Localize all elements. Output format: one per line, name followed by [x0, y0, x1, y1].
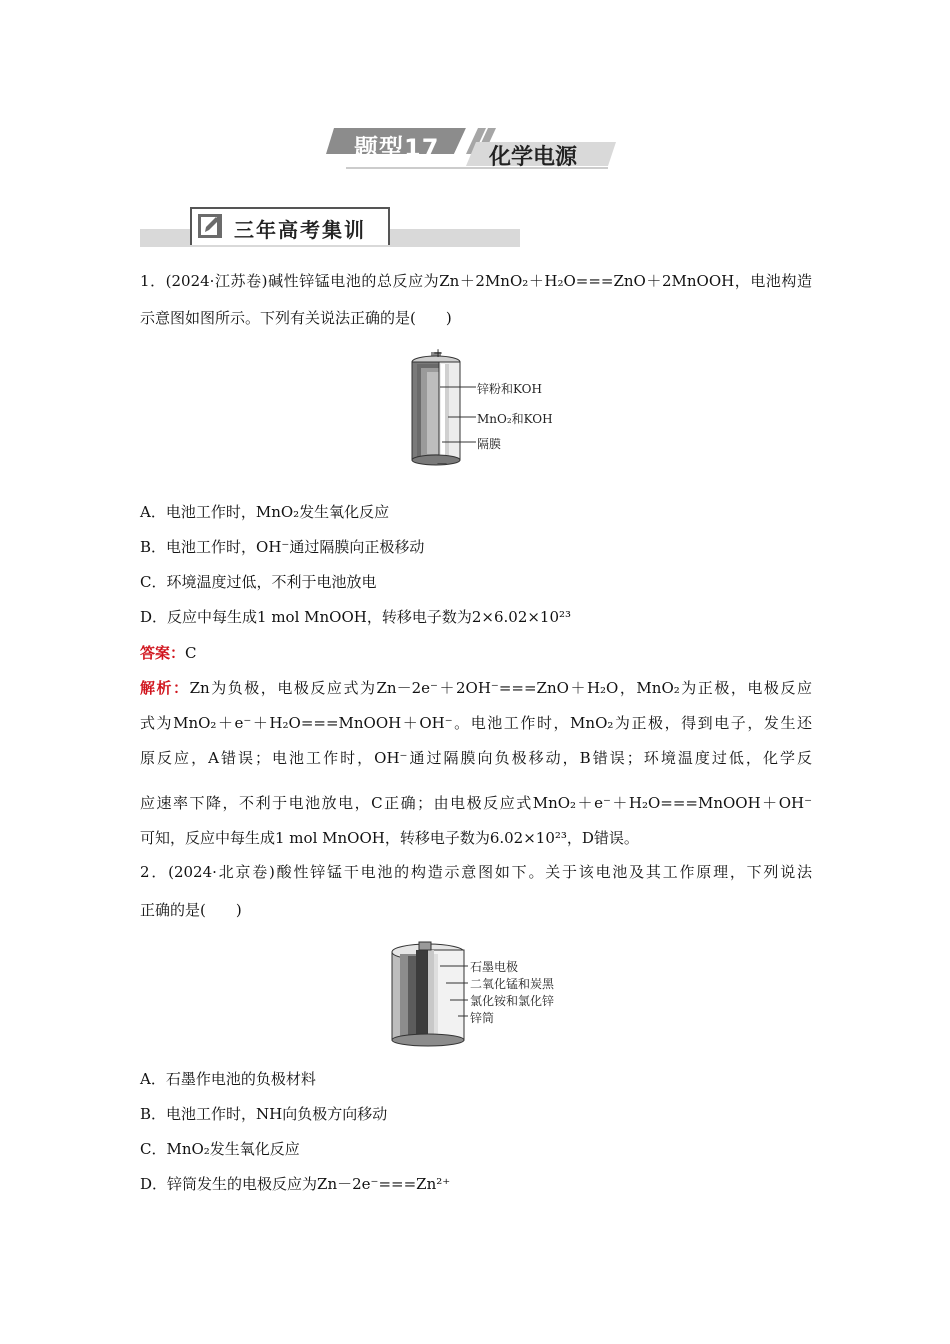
topic-label: 题型17: [354, 134, 440, 162]
q1-answer: [140, 643, 812, 663]
q1-option-b: B．电池工作时，OH⁻通过隔膜向正极移动: [140, 538, 425, 556]
q2-stem-line1: 2．(2024·北京卷)酸性锌锰干电池的构造示意图如下。关于该电池及其工作原理，下列说法: [140, 863, 812, 881]
separator-label: 隔膜: [477, 437, 502, 451]
q2-option-d: D．锌筒发生的电极反应为Zn－2e⁻===Zn²⁺: [140, 1175, 451, 1193]
q2-option-c: C．MnO₂发生氧化反应: [140, 1140, 300, 1158]
zinc-can-label: 锌筒: [470, 1011, 495, 1025]
mno2-carbon-label: 二氧化锰和炭黑: [470, 977, 555, 991]
answer-value: C: [185, 644, 197, 662]
q1-leader-lines: [440, 380, 480, 450]
topic-title: 化学电源: [489, 145, 578, 170]
q1-stem-line2: 示意图如图所示。下列有关说法正确的是( ): [140, 309, 452, 327]
q1-analysis-line4: 应速率下降，不利于电池放电，C正确；由电极反应式MnO₂＋e⁻＋H₂O===MnOOH＋OH⁻: [140, 794, 812, 812]
q1-analysis-line5: 可知，反应中每生成1 mol MnOOH，转移电子数为6.02×10²³，D错误。: [140, 829, 639, 847]
section-title: 三年高考集训: [234, 218, 366, 242]
q2-stem-line2: 正确的是( ): [140, 901, 242, 919]
q1-option-a: A．电池工作时，MnO₂发生氧化反应: [140, 503, 390, 521]
q1-stem-line1: 1．(2024·江苏卷)碱性锌锰电池的总反应为Zn＋2MnO₂＋H₂O===ZnO＋2MnOOH，电池构造: [140, 272, 812, 290]
zinc-powder-label: 锌粉和KOH: [477, 382, 542, 396]
q1-analysis-line1: [140, 678, 812, 698]
q1-option-c: C．环境温度过低，不利于电池放电: [140, 573, 377, 591]
plus-terminal-label: +: [433, 346, 444, 360]
q1-analysis-line2: 式为MnO₂＋e⁻＋H₂O===MnOOH＋OH⁻。电池工作时，MnO₂为正极，得到电子，发生还: [140, 714, 812, 732]
q1-analysis-line3: 原反应，A错误；电池工作时，OH⁻通过隔膜向负极移动，B错误；环境温度过低，化学反: [140, 749, 812, 767]
q2-leader-lines: [440, 960, 470, 1020]
q1-option-d: D．反应中每生成1 mol MnOOH，转移电子数为2×6.02×10²³: [140, 608, 572, 626]
pencil-note-icon: [196, 212, 224, 240]
answer-label: 答案：: [140, 644, 186, 662]
minus-terminal-label: －: [436, 457, 449, 471]
analysis-label: 解析：: [140, 679, 190, 697]
nh4cl-zncl2-label: 氯化铵和氯化锌: [470, 994, 555, 1008]
q2-option-b: B．电池工作时，NH向负极方向移动: [140, 1105, 388, 1123]
graphite-electrode-label: 石墨电极: [470, 960, 519, 974]
mno2-koh-label: MnO₂和KOH: [477, 412, 553, 426]
analysis-text-1: Zn为负极，电极反应式为Zn－2e⁻＋2OH⁻===ZnO＋H₂O，MnO₂为正极，电极反应: [189, 679, 812, 697]
q2-option-a: A．石墨作电池的负极材料: [140, 1070, 316, 1088]
